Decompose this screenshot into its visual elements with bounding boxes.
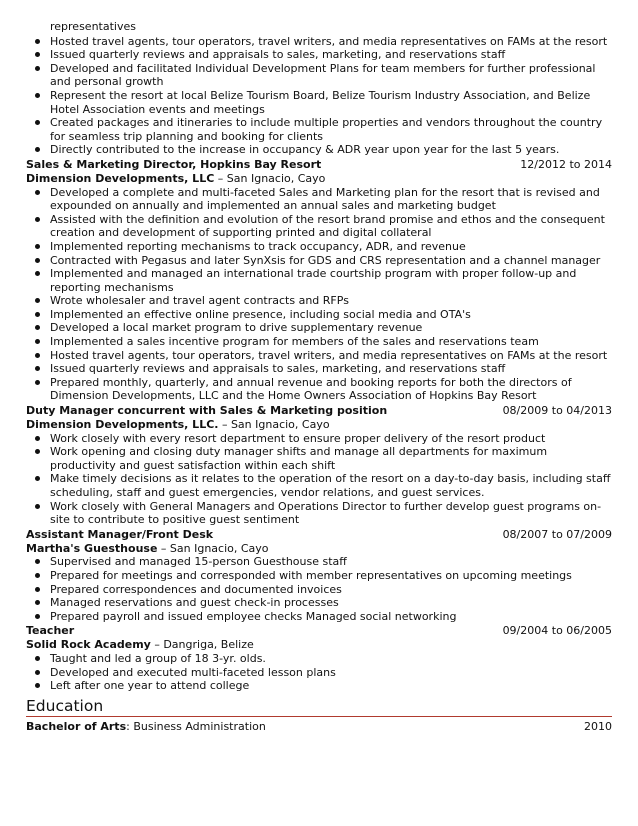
list-item: Developed and executed multi-faceted lesson plans [26,666,612,680]
job-title: Teacher [26,624,75,638]
list-item: Prepared monthly, quarterly, and annual revenue and booking reports for both the directors of Dimension Developments, LLC and the Home Owners Association of Hopkins Bay Resort [26,376,612,403]
list-item: Assisted with the definition and evolution of the resort brand promise and ethos and the consequent creation and development of supporting printed and digital collateral [26,213,612,240]
list-item: Implemented a sales incentive program for members of the sales and reservations team [26,335,612,349]
list-item: Developed a local market program to drive supplementary revenue [26,321,612,335]
job-header [26,624,612,638]
degree-field: : Business Administration [126,719,266,733]
job-header [26,158,612,172]
list-item: Implemented reporting mechanisms to track occupancy, ADR, and revenue [26,240,612,254]
continuation-text: representatives [50,20,136,33]
degree-line [26,719,266,735]
list-item: Left after one year to attend college [26,679,612,693]
job-title: Sales & Marketing Director, Hopkins Bay Resort [26,157,322,171]
list-item: Prepared correspondences and documented invoices [26,583,612,597]
list-item: Taught and led a group of 18 3-yr. olds. [26,652,612,666]
job-title: Duty Manager concurrent with Sales & Marketing position [26,404,388,418]
job-header [26,404,612,418]
section-heading-education: Education [26,697,612,717]
job-bullet-list [26,652,612,693]
list-item: Managed reservations and guest check-in processes [26,596,612,610]
job-entry [26,624,612,692]
list-item: Supervised and managed 15-person Guesthouse staff [26,555,612,569]
company-line [26,172,612,186]
list-item: Created packages and itineraries to include multiple properties and vendors throughout the country for seamless trip planning and booking for clients [26,116,612,143]
list-item: Work closely with General Managers and Operations Director to further develop guest programs on-site to contribute to positive guest sentiment [26,500,612,527]
job-entry [26,158,612,403]
list-item: Implemented and managed an international trade courtship program with proper follow-up and reporting mechanisms [26,267,612,294]
list-item: Directly contributed to the increase in occupancy & ADR year upon year for the last 5 years. [26,143,612,157]
top-bullet-list [26,35,612,157]
list-item: Issued quarterly reviews and appraisals to sales, marketing, and reservations staff [26,48,612,62]
job-header [26,528,612,542]
job-bullet-list [26,186,612,404]
list-item: Make timely decisions as it relates to the operation of the resort on a day-to-day basis, including staff scheduling, staff and guest emergencies, vendor relations, and guest services. [26,472,612,499]
list-item: Implemented an effective online presence, including social media and OTA's [26,308,612,322]
company-name: Martha's Guesthouse [26,541,158,555]
list-item: Prepared payroll and issued employee checks Managed social networking [26,610,612,624]
job-dates: 09/2004 to 06/2005 [502,624,612,638]
company-location: – San Ignacio, Cayo [214,171,326,185]
list-item: Prepared for meetings and corresponded with member representatives on upcoming meetings [26,569,612,583]
graduation-year: 2010 [584,719,612,733]
company-location: – San Ignacio, Cayo [157,541,269,555]
list-item: Work closely with every resort department to ensure proper delivery of the resort product [26,432,612,446]
list-item: Hosted travel agents, tour operators, travel writers, and media representatives on FAMs at the resort [26,349,612,363]
job-title: Assistant Manager/Front Desk [26,527,214,541]
company-name: Dimension Developments, LLC [26,171,215,185]
job-bullet-list [26,555,612,623]
list-item: Work opening and closing duty manager shifts and manage all departments for maximum productivity and guest satisfaction within each shift [26,445,612,472]
company-line [26,418,612,432]
education-entry [26,719,612,735]
list-item: Wrote wholesaler and travel agent contracts and RFPs [26,294,612,308]
company-line [26,542,612,556]
degree-name: Bachelor of Arts [26,719,127,733]
company-location: – San Ignacio, Cayo [218,418,330,432]
list-item: Issued quarterly reviews and appraisals to sales, marketing, and reservations staff [26,362,612,376]
list-item: Represent the resort at local Belize Tourism Board, Belize Tourism Industry Association, and Belize Hotel Association events and meetings [26,89,612,116]
job-bullet-list [26,432,612,527]
company-line [26,638,612,652]
company-name: Solid Rock Academy [26,638,151,652]
job-entry [26,404,612,527]
list-item: Contracted with Pegasus and later SynXsis for GDS and CRS representation and a channel manager [26,254,612,268]
company-location: – Dangriga, Belize [150,638,254,652]
list-item: Developed and facilitated Individual Development Plans for team members for further professional and personal growth [26,62,612,89]
job-dates: 08/2007 to 07/2009 [502,527,612,541]
list-item: Developed a complete and multi-faceted Sales and Marketing plan for the resort that is revised and expounded on annually and implemented an annual sales and marketing budget [26,186,612,213]
job-dates: 08/2009 to 04/2013 [502,404,612,418]
company-name: Dimension Developments, LLC. [26,418,219,432]
list-item: Hosted travel agents, tour operators, travel writers, and media representatives on FAMs at the resort [26,35,612,49]
job-entry [26,528,612,624]
job-dates: 12/2012 to 2014 [520,157,612,171]
